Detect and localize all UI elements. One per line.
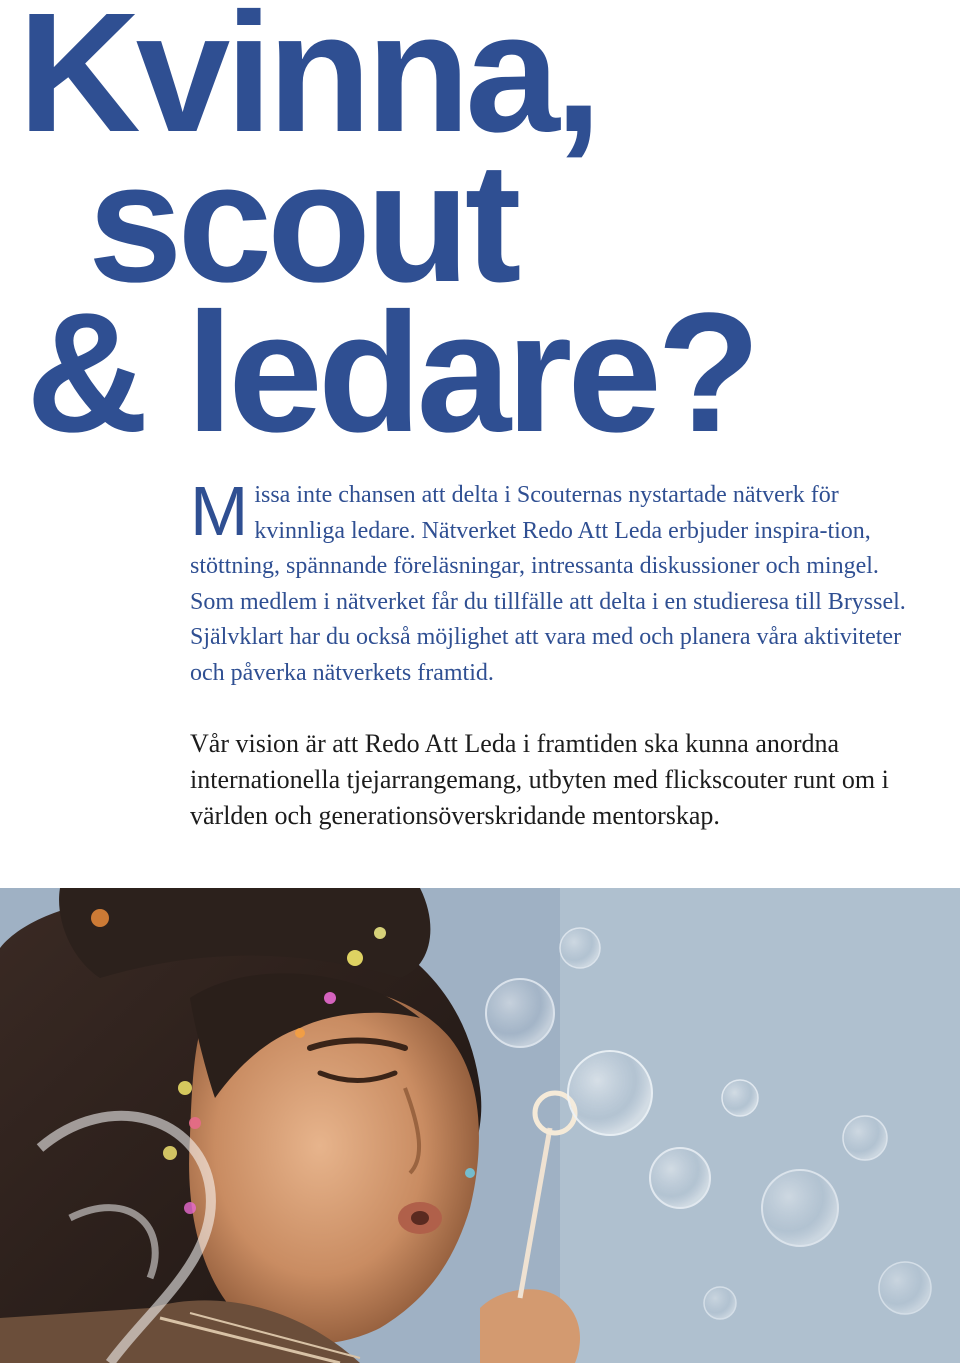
intro-text: issa inte chansen att delta i Scouternas nystartade nätverk för kvinnliga ledare. Nätverket Redo Att Leda erbjuder inspira-tion, stöttning, spännande föreläsningar, intressanta diskussioner och mingel. Som medlem i nätverket får du tillfälle att delta i en studieresa till Bryssel. Självklart har du också möjlighet att vara med och planera våra aktiviteter och påverka nätverkets framtid. bbox=[190, 482, 906, 686]
headline bbox=[18, 0, 756, 468]
photo-illustration bbox=[0, 888, 960, 1363]
headline-line-2: scout bbox=[88, 128, 517, 318]
dropcap: M bbox=[190, 472, 249, 550]
headline-line-1: Kvinna, bbox=[18, 0, 598, 168]
woman-blowing-bubbles-photo bbox=[0, 888, 960, 1363]
headline-line-3: & ledare? bbox=[26, 278, 756, 468]
intro-paragraph bbox=[190, 472, 925, 691]
vision-paragraph: Vår vision är att Redo Att Leda i framtiden ska kunna anordna internationella tjejarrangemang, utbyten med flickscouter runt om i världen och generationsöverskridande mentorskap. bbox=[190, 729, 889, 830]
